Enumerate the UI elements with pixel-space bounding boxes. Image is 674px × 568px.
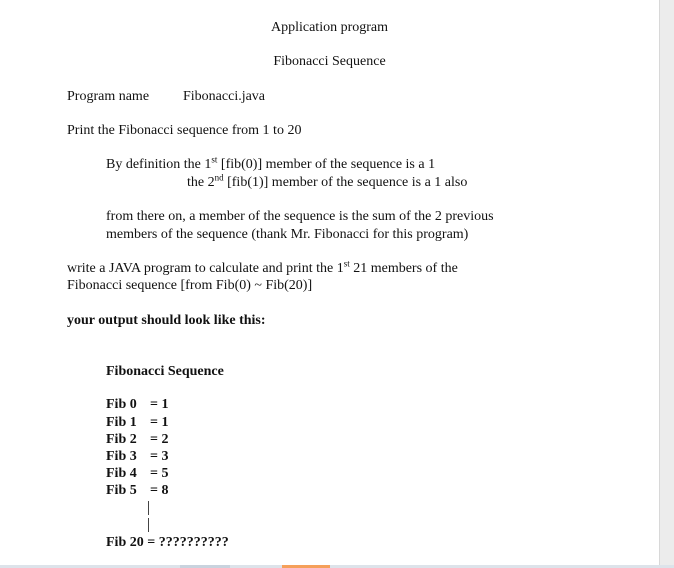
definition-line-1: By definition the 1st [fib(0)] member of the sequence is a 1 <box>106 154 436 172</box>
program-file-name: Fibonacci.java <box>183 89 266 104</box>
sample-heading: Fibonacci Sequence <box>106 364 224 379</box>
sample-row: Fib 0 = 1 <box>106 397 169 412</box>
sample-row: Fib 4 = 5 <box>106 466 169 481</box>
sample-last-row: Fib 20 = ?????????? <box>106 535 229 550</box>
sample-row: Fib 3 = 3 <box>106 449 169 464</box>
output-intro: your output should look like this: <box>67 313 266 328</box>
task-description: Print the Fibonacci sequence from 1 to 20 <box>67 123 302 138</box>
ellipsis-bar <box>148 501 149 515</box>
assignment-line-2: Fibonacci sequence [from Fib(0) ~ Fib(20)] <box>67 278 313 293</box>
sample-row: Fib 2 = 2 <box>106 432 169 447</box>
sample-row: Fib 1 = 1 <box>106 415 169 430</box>
rule-line-1: from there on, a member of the sequence is the sum of the 2 previous <box>106 209 494 224</box>
assignment-line-1: write a JAVA program to calculate and print the 1st 21 members of the <box>67 258 458 276</box>
document-title: Application program <box>270 20 389 35</box>
program-name-label: Program name <box>67 89 150 104</box>
sample-row: Fib 5 = 8 <box>106 483 169 498</box>
definition-line-2: the 2nd [fib(1)] member of the sequence is a 1 also <box>187 172 468 190</box>
ellipsis-bar <box>148 518 149 532</box>
rule-line-2: members of the sequence (thank Mr. Fibonacci for this program) <box>106 227 469 242</box>
document-subtitle: Fibonacci Sequence <box>273 54 386 69</box>
